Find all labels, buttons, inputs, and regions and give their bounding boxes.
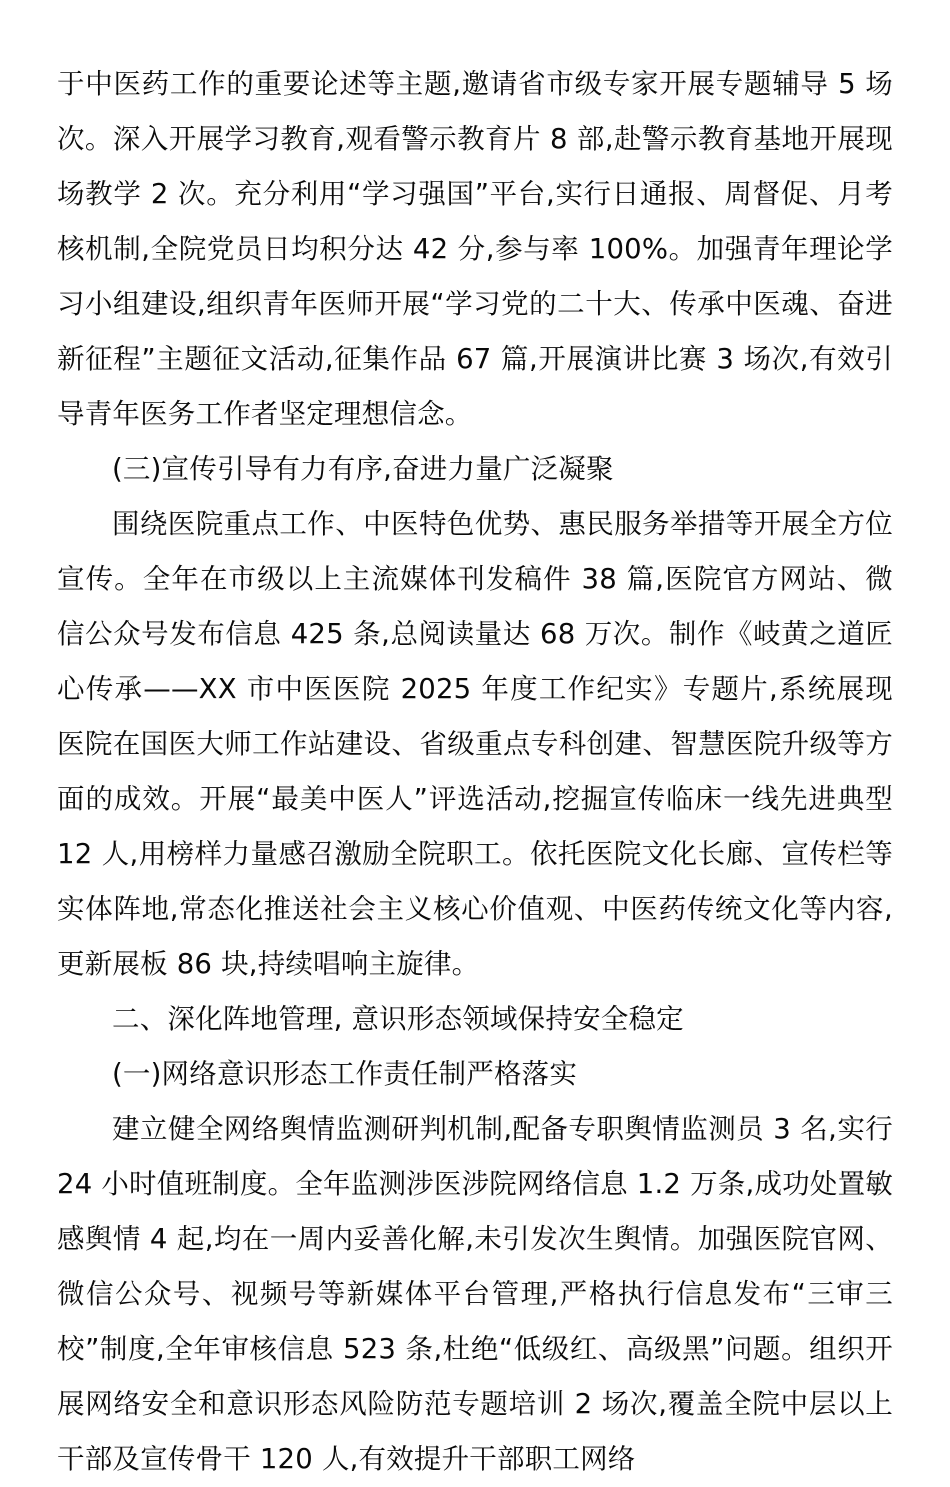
paragraph-network-ideology: 建立健全网络舆情监测研判机制,配备专职舆情监测员 3 名,实行 24 小时值班制度。全年监测涉医涉院网络信息 1.2 万条,成功处置敏感舆情 4 起,均在一周内妥善化解,未引发次生舆情。加强医院官网、微信公众号、视频号等新媒体平台管理,严格执行信息发布“三审三校”制度,全年审核信息 523 条,杜绝“低级红、高级黑”问题。组织开展网络安全和意识形态风险防范专题培训 2 场次,覆盖全院中层以上干部及宣传骨干 120 人,有效提升干部职工网络 (57, 1113, 893, 1475)
heading-section-1-3: (三)宣传引导有力有序,奋进力量广泛凝聚 (112, 453, 614, 485)
heading-section-2-1: (一)网络意识形态工作责任制严格落实 (112, 1058, 578, 1090)
heading-section-2: 二、深化阵地管理, 意识形态领域保持安全稳定 (112, 1003, 684, 1035)
paragraph-theory-study-continued: 于中医药工作的重要论述等主题,邀请省市级专家开展专题辅导 5 场次。深入开展学习教育,观看警示教育片 8 部,赴警示教育基地开展现场教学 2 次。充分利用“学习强国”平台,实行日通报、周督促、月考核机制,全院党员日均积分达 42 分,参与率 100%。加强青年理论学习小组建设,组织青年医师开展“学习党的二十大、传承中医魂、奋进新征程”主题征文活动,征集作品 67 篇,开展演讲比赛 3 场次,有效引导青年医务工作者坚定理想信念。 (57, 68, 893, 430)
paragraph-publicity-guidance: 围绕医院重点工作、中医特色优势、惠民服务举措等开展全方位宣传。全年在市级以上主流媒体刊发稿件 38 篇,医院官方网站、微信公众号发布信息 425 条,总阅读量达 68 万次。制作《岐黄之道匠心传承——XX 市中医医院 2025 年度工作纪实》专题片,系统展现医院在国医大师工作站建设、省级重点专科创建、智慧医院升级等方面的成效。开展“最美中医人”评选活动,挖掘宣传临床一线先进典型 12 人,用榜样力量感召激励全院职工。依托医院文化长廊、宣传栏等实体阵地,常态化推送社会主义核心价值观、中医药传统文化等内容,更新展板 86 块,持续唱响主旋律。 (57, 508, 893, 980)
document-body (57, 57, 893, 1487)
